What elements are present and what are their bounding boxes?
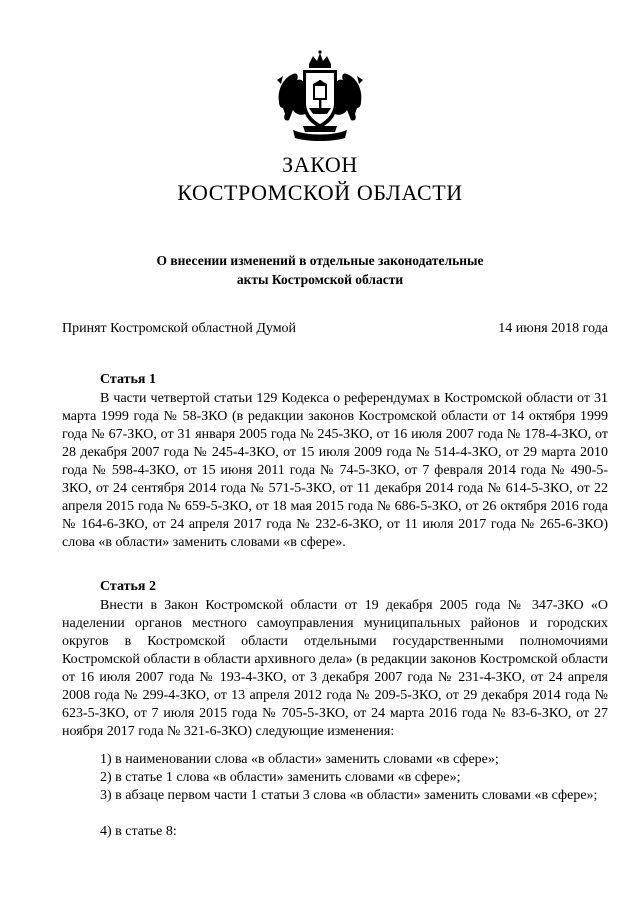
subject-line-1: О внесении изменений в отдельные законодательные — [156, 253, 484, 268]
article-2-text: Внести в Закон Костромской области от 19 декабря 2005 года № 347-ЗКО «О наделении органов местного самоуправления муниципальных районов и городских округов в Костромской области отдельными государственными полномочиями Костромской области в области архивного дела» (в редакции законов Костромской области от 16 июля 2007 года № 193-4-ЗКО, от 3 декабря 2007 года № 231-4-ЗКО, от 24 апреля 2008 года № 299-4-ЗКО, от 13 апреля 2012 года № 209-5-ЗКО, от 29 декабря 2014 года № 623-5-ЗКО, от 7 июля 2015 года № 705-5-ЗКО, от 24 марта 2016 года № 83-6-ЗКО, от 27 ноября 2017 года № 321-6-ЗКО) следующие изменения: — [62, 598, 608, 739]
coat-of-arms-emblem — [273, 50, 367, 142]
article-2-item-2: 2) в статье 1 слова «в области» заменить словами «в сфере»; — [100, 770, 461, 785]
subject-line-2: акты Костромской области — [236, 272, 404, 287]
article-2-heading: Статья 2 — [100, 579, 156, 594]
adoption-date: 14 июня 2018 года — [498, 321, 608, 336]
article-1-heading: Статья 1 — [100, 372, 156, 387]
article-2-item-3: 3) в абзаце первом части 1 статьи 3 слова «в области» заменить словами «в сфере»; — [100, 788, 598, 803]
article-2-item-4: 4) в статье 8: — [100, 824, 177, 839]
law-title-line-2: КОСТРОМСКОЙ ОБЛАСТИ — [177, 180, 463, 205]
law-title-line-1: ЗАКОН — [282, 152, 358, 177]
article-1-text: В части четвертой статьи 129 Кодекса о референдумах в Костромской области от 31 марта 1999 года № 58-ЗКО (в редакции законов Костромской области от 14 октября 1999 года № 67-ЗКО, от 31 января 2005 года № 245-ЗКО, от 16 июля 2007 года № 178-4-ЗКО, от 28 декабря 2007 года № 245-4-ЗКО, от 15 июля 2009 года № 514-4-ЗКО, от 29 марта 2010 года № 598-4-ЗКО, от 15 июня 2011 года № 74-5-ЗКО, от 7 февраля 2014 года № 490-5-ЗКО, от 24 сентября 2014 года № 571-5-ЗКО, от 11 декабря 2014 года № 614-5-ЗКО, от 22 апреля 2015 года № 659-5-ЗКО, от 18 мая 2015 года № 686-5-ЗКО, от 26 октября 2016 года № 164-6-ЗКО, от 24 апреля 2017 года № 232-6-ЗКО, от 11 июля 2017 года № 265-6-ЗКО) слова «в области» заменить словами «в сфере». — [62, 391, 608, 550]
adopted-by: Принят Костромской областной Думой — [62, 321, 297, 336]
article-2-item-1: 1) в наименовании слова «в области» заменить словами «в сфере»; — [100, 752, 499, 767]
